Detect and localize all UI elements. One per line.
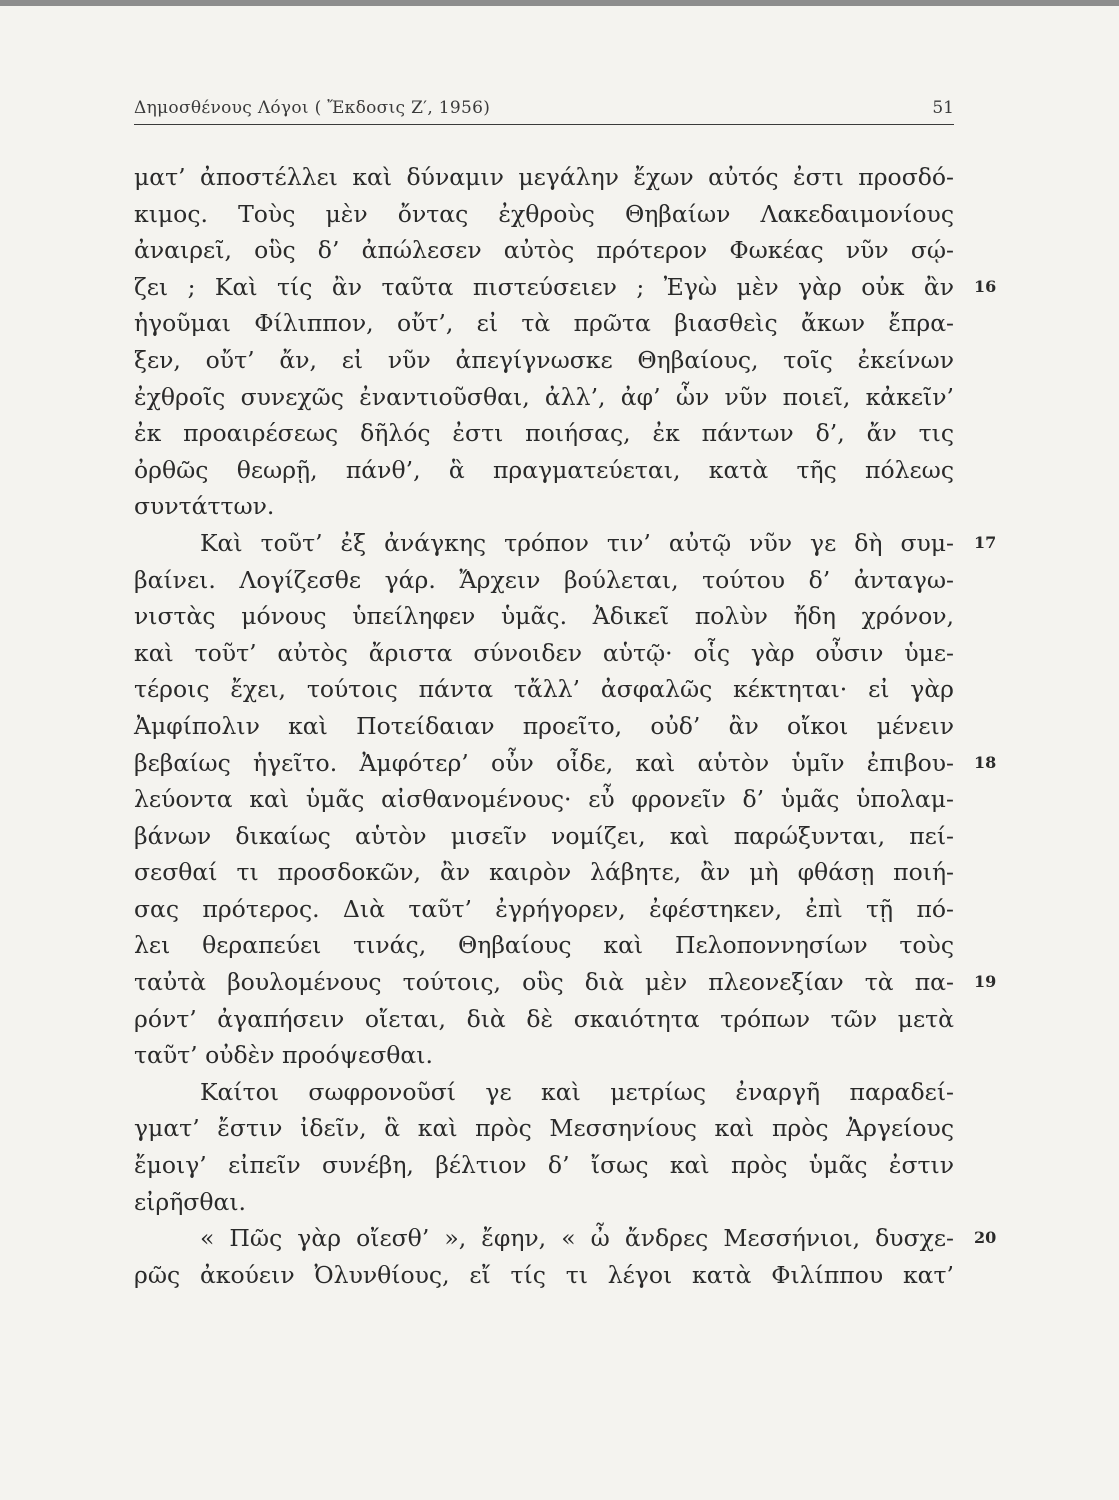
line-text: ρόντ’ ἀγαπήσειν οἴεται, διὰ δὲ σκαιότητα τρόπων τῶν μετὰ <box>134 1004 954 1033</box>
text-line <box>134 1001 954 1038</box>
line-text: κιμος. Τοὺς μὲν ὄντας ἐχθροὺς Θηβαίων Λακεδαιμονίους <box>134 199 954 228</box>
text-line <box>134 269 997 306</box>
text-line <box>134 305 954 342</box>
text-line <box>134 708 954 745</box>
text-line <box>134 964 997 1001</box>
section-number: 20 <box>974 1228 997 1248</box>
page-top-edge <box>0 0 1119 6</box>
text-line <box>134 818 954 855</box>
line-text: τέροις ἔχει, τούτοις πάντα τἄλλ’ ἀσφαλῶς κέκτηται· εἰ γὰρ <box>134 675 954 704</box>
line-text: ἔμοιγ’ εἰπεῖν συνέβη, βέλτιον δ’ ἴσως καὶ πρὸς ὑμᾶς ἐστιν <box>134 1151 954 1180</box>
line-text: βάνων δικαίως αὑτὸν μισεῖν νομίζει, καὶ παρώξυνται, πεί- <box>134 821 954 850</box>
line-text: ξεν, οὔτ’ ἄν, εἰ νῦν ἀπεγίγνωσκε Θηβαίους, τοῖς ἐκείνων <box>134 345 954 374</box>
section-number: 17 <box>974 532 997 552</box>
text-line <box>134 1220 997 1257</box>
section-number: 16 <box>974 276 997 296</box>
line-text: « Πῶς γὰρ οἴεσθ’ », ἔφην, « ὦ ἄνδρες Μεσσήνιοι, δυσχε- <box>200 1224 954 1253</box>
line-text: βεβαίως ἡγεῖτο. Ἀμφότερ’ οὖν οἶδε, καὶ αὑτὸν ὑμῖν ἐπιβου- <box>134 748 954 777</box>
text-line <box>134 671 954 708</box>
line-text: Ἀμφίπολιν καὶ Ποτείδαιαν προεῖτο, οὐδ’ ἂν οἴκοι μένειν <box>134 711 954 740</box>
line-text: ρῶς ἀκούειν Ὀλυνθίους, εἴ τίς τι λέγοι κατὰ Φιλίππου κατ’ <box>134 1260 954 1289</box>
line-text: λεύοντα καὶ ὑμᾶς αἰσθανομένους· εὖ φρονεῖν δ’ ὑμᾶς ὑπολαμ- <box>134 785 954 814</box>
line-text: ἐχθροῖς συνεχῶς ἐναντιοῦσθαι, ἀλλ’, ἀφ’ ὧν νῦν ποιεῖ, κἀκεῖν’ <box>134 382 954 411</box>
line-text: ταὐτὰ βουλομένους τούτοις, οὓς διὰ μὲν πλεονεξίαν τὰ πα- <box>134 968 954 997</box>
text-line <box>134 891 954 928</box>
line-text: εἰρῆσθαι. <box>134 1187 247 1216</box>
text-line <box>134 159 954 196</box>
running-header <box>134 92 954 125</box>
text-line <box>134 1074 954 1111</box>
page-number: 51 <box>932 98 954 118</box>
text-line <box>134 232 954 269</box>
text-line <box>134 635 954 672</box>
text-line <box>134 342 954 379</box>
text-line <box>134 927 954 964</box>
text-line <box>134 598 954 635</box>
line-text: ματ’ ἀποστέλλει καὶ δύναμιν μεγάλην ἔχων αὐτός ἐστι προσδό- <box>134 163 954 191</box>
line-text: ὀρθῶς θεωρῇ, πάνθ’, ἃ πραγματεύεται, κατὰ τῆς πόλεως <box>134 455 954 484</box>
line-text: ἡγοῦμαι Φίλιππον, οὔτ’, εἰ τὰ πρῶτα βιασθεὶς ἄκων ἔπρα- <box>134 309 954 338</box>
text-line <box>134 1257 954 1294</box>
book-page <box>134 92 997 1293</box>
line-text: καὶ τοῦτ’ αὐτὸς ἄριστα σύνοιδεν αὑτῷ· οἷς γὰρ οὖσιν ὑμε- <box>134 638 954 667</box>
section-number: 18 <box>974 752 997 772</box>
section-number: 19 <box>974 972 997 992</box>
text-line <box>134 854 954 891</box>
text-line <box>134 488 954 525</box>
line-text: Καὶ τοῦτ’ ἐξ ἀνάγκης τρόπον τιν’ αὐτῷ νῦν γε δὴ συμ- <box>200 528 954 557</box>
text-line <box>134 525 997 562</box>
text-line <box>134 415 954 452</box>
line-text: λει θεραπεύει τινάς, Θηβαίους καὶ Πελοποννησίων τοὺς <box>134 931 954 960</box>
line-text: νιστὰς μόνους ὑπείληφεν ὑμᾶς. Ἀδικεῖ πολὺν ἤδη χρόνον, <box>134 602 954 631</box>
text-line <box>134 196 954 233</box>
text-line <box>134 379 954 416</box>
line-text: ἐκ προαιρέσεως δῆλός ἐστι ποιήσας, ἐκ πάντων δ’, ἄν τις <box>134 419 954 448</box>
line-text: ταῦτ’ οὐδὲν προόψεσθαι. <box>134 1041 433 1070</box>
body-text <box>134 159 997 1293</box>
line-text: σας πρότερος. Διὰ ταῦτ’ ἐγρήγορεν, ἐφέστηκεν, ἐπὶ τῇ πό- <box>134 894 954 923</box>
text-line <box>134 1037 954 1074</box>
text-line <box>134 452 954 489</box>
text-line <box>134 781 954 818</box>
text-line <box>134 1184 954 1221</box>
text-line <box>134 1147 954 1184</box>
line-text: γματ’ ἔστιν ἰδεῖν, ἃ καὶ πρὸς Μεσσηνίους καὶ πρὸς Ἀργείους <box>134 1114 954 1143</box>
text-line <box>134 745 997 782</box>
line-text: ζει ; Καὶ τίς ἂν ταῦτα πιστεύσειεν ; Ἐγὼ μὲν γὰρ οὐκ ἂν <box>134 272 954 301</box>
running-header-title: Δημοσθένους Λόγοι ( Ἔκδοσις Ζ′, 1956) <box>134 98 491 118</box>
line-text: συντάττων. <box>134 492 275 521</box>
text-line <box>134 1110 954 1147</box>
line-text: σεσθαί τι προσδοκῶν, ἂν καιρὸν λάβητε, ἂν μὴ φθάσῃ ποιή- <box>134 858 954 887</box>
line-text: Καίτοι σωφρονοῦσί γε καὶ μετρίως ἐναργῆ παραδεί- <box>200 1077 954 1106</box>
text-line <box>134 562 954 599</box>
line-text: ἀναιρεῖ, οὓς δ’ ἀπώλεσεν αὐτὸς πρότερον Φωκέας νῦν σῴ- <box>134 236 954 265</box>
line-text: βαίνει. Λογίζεσθε γάρ. Ἄρχειν βούλεται, τούτου δ’ ἀνταγω- <box>134 565 954 594</box>
